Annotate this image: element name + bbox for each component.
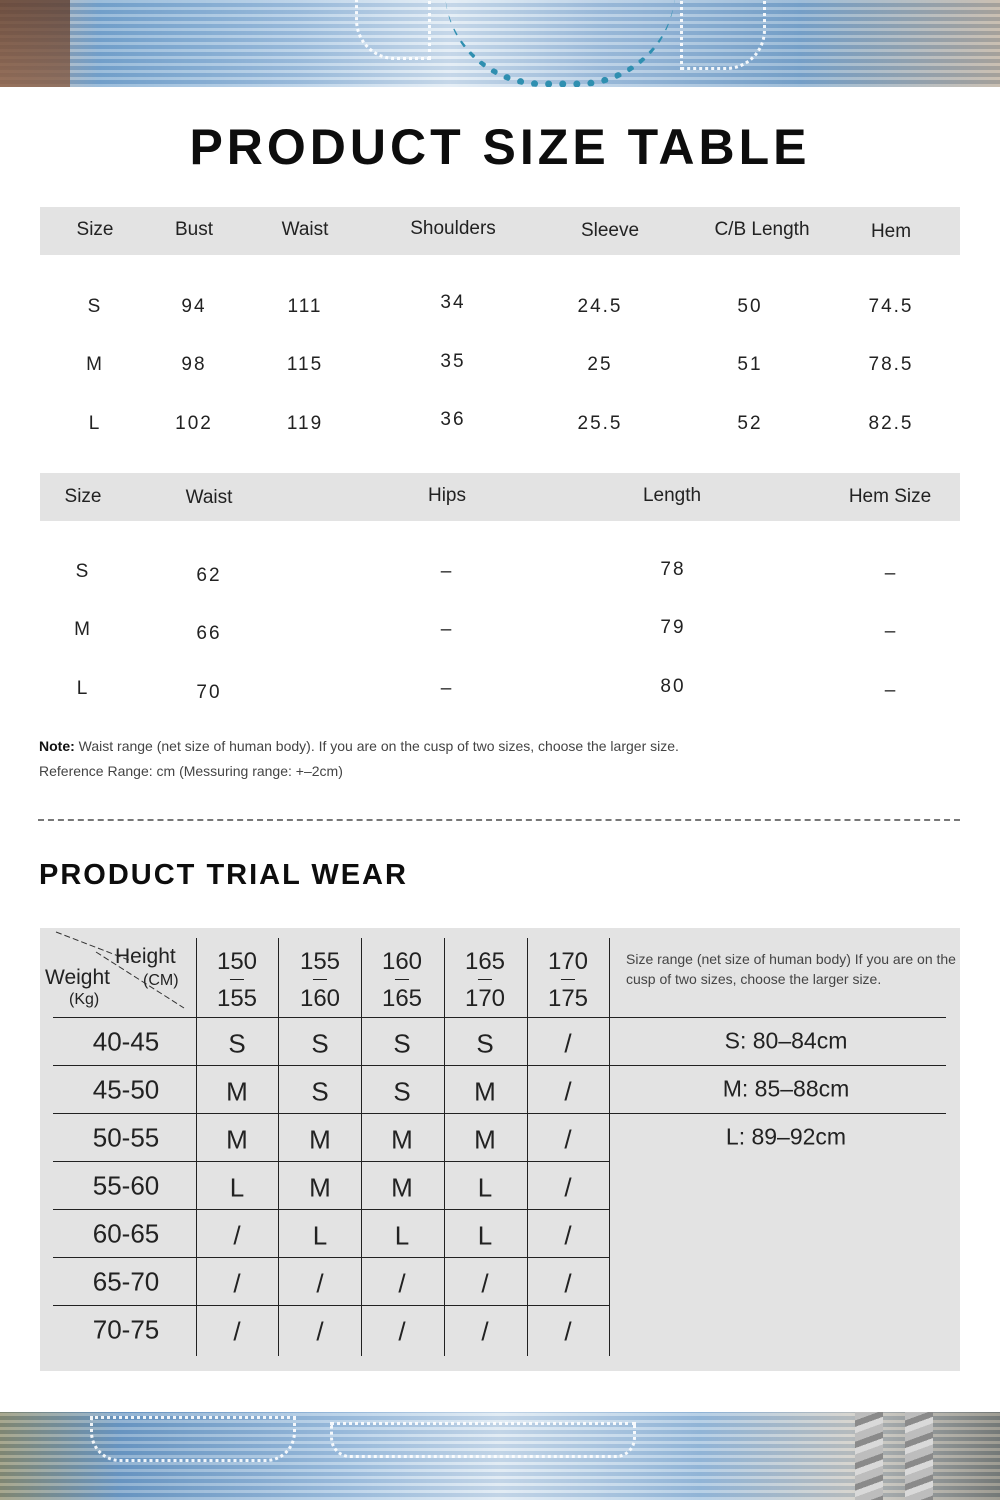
top-table-cell: 119: [286, 413, 324, 434]
range-note: Size range (net size of human body) If you are on the cusp of two sizes, choose the larger size.: [626, 951, 956, 987]
top-table-cell: 94: [181, 296, 207, 317]
grid-line-horizontal: [53, 1065, 610, 1066]
size-recommendation: S: [393, 1028, 411, 1059]
size-recommendation: /: [233, 1268, 241, 1299]
grid-line-vertical: [196, 938, 197, 1356]
bottom-table-cell: 70: [196, 682, 222, 703]
size-recommendation: M: [226, 1076, 248, 1107]
corner-cm-label: (CM): [143, 972, 179, 989]
top-header-sleeve: Sleeve: [580, 220, 640, 241]
corner-height-label: Height: [115, 945, 176, 968]
top-table-cell: S: [87, 296, 103, 317]
top-header-hem: Hem: [870, 221, 912, 242]
size-recommendation: /: [316, 1316, 324, 1347]
grid-line-horizontal: [609, 1065, 946, 1066]
top-table-cell: 35: [440, 351, 466, 372]
size-range-value: L: 89–92cm: [725, 1123, 847, 1150]
size-range-value: M: 85–88cm: [722, 1075, 850, 1102]
bottom-table-cell: L: [76, 678, 90, 699]
weight-range: 65-70: [92, 1266, 160, 1297]
size-recommendation: M: [391, 1172, 413, 1203]
size-recommendation: M: [474, 1076, 496, 1107]
top-header-shoulders: Shoulders: [410, 218, 496, 239]
grid-line-horizontal: [53, 1113, 610, 1114]
weight-range: 40-45: [92, 1026, 160, 1057]
top-table-cell: M: [86, 354, 104, 375]
size-recommendation: /: [316, 1268, 324, 1299]
top-table-cell: 36: [440, 409, 466, 430]
trial-title: PRODUCT TRIAL WEAR: [39, 859, 408, 891]
grid-line-horizontal: [609, 1017, 946, 1018]
size-recommendation: /: [233, 1220, 241, 1251]
bottom-table-cell: M: [74, 619, 92, 640]
size-recommendation: S: [311, 1076, 329, 1107]
bottom-table-cell: –: [440, 678, 454, 699]
size-recommendation: /: [564, 1028, 572, 1059]
height-from: 165: [464, 948, 506, 975]
grid-line-vertical: [527, 938, 528, 1356]
height-column-header: [217, 943, 257, 1017]
bottom-header-hem-size: Hem Size: [848, 486, 932, 507]
bottom-table-cell: 62: [196, 565, 222, 586]
top-header-waist: Waist: [281, 219, 329, 240]
size-recommendation: M: [474, 1124, 496, 1155]
braided-strap: [905, 1412, 933, 1500]
top-table-cell: 51: [737, 354, 763, 375]
top-table-cell: 115: [286, 354, 324, 375]
size-recommendation: L: [229, 1172, 245, 1203]
braided-strap: [855, 1412, 883, 1500]
height-column-header: [548, 943, 588, 1017]
size-recommendation: /: [564, 1172, 572, 1203]
reference-range: Reference Range: cm (Messuring range: +–2cm): [39, 763, 343, 779]
height-from: 160: [381, 948, 423, 975]
top-table-cell: 111: [287, 296, 323, 317]
top-table-cell: 74.5: [868, 296, 914, 317]
bottom-table-cell: –: [440, 561, 454, 582]
height-to: 170: [464, 985, 506, 1012]
height-to: 165: [381, 985, 423, 1012]
top-table-cell: 102: [175, 413, 213, 434]
size-recommendation: S: [311, 1028, 329, 1059]
size-recommendation: /: [564, 1076, 572, 1107]
weight-range: 45-50: [92, 1074, 160, 1105]
top-table-cell: 50: [737, 296, 763, 317]
top-header-c-b-length: C/B Length: [714, 219, 810, 240]
grid-line-vertical: [444, 938, 445, 1356]
top-table-cell: 24.5: [577, 296, 623, 317]
height-from: 170: [547, 948, 589, 975]
grid-line-horizontal: [53, 1017, 610, 1018]
size-recommendation: M: [309, 1124, 331, 1155]
top-table-cell: 25: [587, 354, 613, 375]
grid-line-horizontal: [53, 1209, 610, 1210]
note-text: Waist range (net size of human body). If you are on the cusp of two sizes, choose the larger size.: [74, 738, 679, 754]
size-recommendation: S: [228, 1028, 246, 1059]
grid-line-horizontal: [53, 1257, 610, 1258]
height-column-header: [465, 943, 505, 1017]
bottom-table-cell: –: [884, 563, 898, 584]
size-recommendation: /: [481, 1268, 489, 1299]
size-recommendation: /: [398, 1268, 406, 1299]
height-to: 155: [216, 985, 258, 1012]
size-recommendation: S: [393, 1076, 411, 1107]
lace-trim-center: [330, 1422, 636, 1458]
size-note: [39, 738, 679, 754]
section-divider: [38, 819, 960, 821]
size-recommendation: M: [391, 1124, 413, 1155]
bottom-header-length: Length: [642, 485, 702, 506]
grid-line-horizontal: [609, 1113, 946, 1114]
top-table-cell: 25.5: [577, 413, 623, 434]
size-recommendation: S: [476, 1028, 494, 1059]
top-table-cell: 52: [737, 413, 763, 434]
top-product-photo: [0, 0, 1000, 87]
weight-range: 70-75: [92, 1314, 160, 1345]
size-recommendation: /: [233, 1316, 241, 1347]
size-recommendation: /: [564, 1316, 572, 1347]
height-from: 150: [216, 948, 258, 975]
size-recommendation: /: [564, 1268, 572, 1299]
size-recommendation: L: [477, 1172, 493, 1203]
size-recommendation: /: [564, 1124, 572, 1155]
height-from: 155: [299, 948, 341, 975]
corner-kg-label: (Kg): [69, 991, 100, 1008]
size-recommendation: L: [312, 1220, 328, 1251]
bottom-table-header: [40, 473, 960, 521]
grid-line-vertical: [278, 938, 279, 1356]
bottom-table-cell: –: [884, 680, 898, 701]
bottom-table-cell: –: [440, 619, 454, 640]
height-to: 175: [547, 985, 589, 1012]
size-recommendation: /: [564, 1220, 572, 1251]
size-recommendation: M: [226, 1124, 248, 1155]
grid-line-horizontal: [53, 1161, 610, 1162]
height-to: 160: [299, 985, 341, 1012]
top-header-size: Size: [76, 219, 114, 240]
bottom-table-cell: 79: [660, 617, 686, 638]
top-table-cell: 78.5: [868, 354, 914, 375]
bottom-header-hips: Hips: [427, 485, 467, 506]
size-recommendation: L: [394, 1220, 410, 1251]
weight-range: 60-65: [92, 1218, 160, 1249]
bottom-header-size: Size: [64, 486, 102, 507]
top-table-cell: 82.5: [868, 413, 914, 434]
trial-wear-table: [40, 928, 960, 1371]
bottom-table-cell: 78: [660, 559, 686, 580]
bottom-table-cell: –: [884, 621, 898, 642]
grid-line-vertical: [609, 938, 610, 1356]
top-table-cell: L: [88, 413, 102, 434]
corner-weight-label: Weight: [45, 966, 110, 989]
page-title: PRODUCT SIZE TABLE: [189, 119, 811, 175]
size-recommendation: L: [477, 1220, 493, 1251]
bottom-table-cell: 66: [196, 623, 222, 644]
size-recommendation: /: [481, 1316, 489, 1347]
bottom-header-waist: Waist: [185, 487, 233, 508]
size-range-value: S: 80–84cm: [724, 1027, 848, 1054]
size-recommendation: /: [398, 1316, 406, 1347]
top-header-bust: Bust: [174, 219, 214, 240]
weight-range: 50-55: [92, 1122, 160, 1153]
height-column-header: [300, 943, 340, 1017]
size-recommendation: M: [309, 1172, 331, 1203]
top-table-cell: 34: [440, 292, 466, 313]
weight-range: 55-60: [92, 1170, 160, 1201]
bottom-table-cell: 80: [660, 676, 686, 697]
top-table-cell: 98: [181, 354, 207, 375]
note-label: Note:: [39, 738, 75, 754]
lace-trim-left: [90, 1416, 296, 1462]
bottom-table-cell: S: [75, 561, 91, 582]
grid-line-vertical: [361, 938, 362, 1356]
grid-line-horizontal: [53, 1305, 610, 1306]
height-column-header: [382, 943, 422, 1017]
bottom-product-photo: [0, 1412, 1000, 1500]
model-hair: [0, 0, 70, 87]
